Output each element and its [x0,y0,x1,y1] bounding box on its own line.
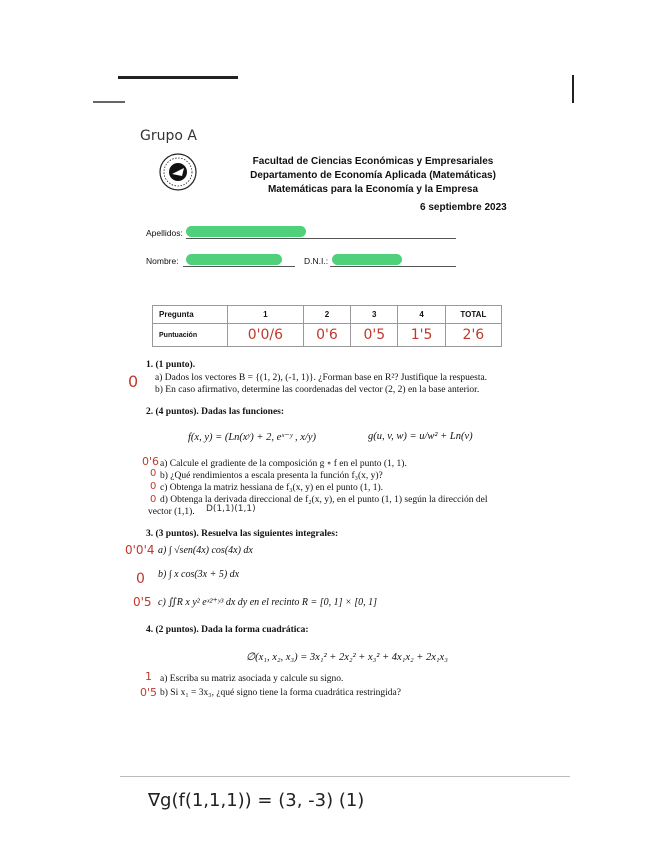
score-col-3: 3 [351,306,398,324]
faculty-title: Facultad de Ciencias Económicas y Empresariales [252,156,494,167]
q2-title: 2. (4 puntos). Dadas las funciones: [146,407,285,417]
q2-d-mark: 0 [150,494,157,505]
q3-c-mark: 0'5 [133,595,152,609]
exam-date: 6 septiembre 2023 [420,202,507,213]
q4-b-mark: 0'5 [140,686,158,699]
score-col-total: TOTAL [445,306,501,324]
score-value-4: 1'5 [398,324,445,347]
surname-redaction [186,226,306,237]
q2-function-f: f(x, y) = (Ln(xʸ) + 2, eˣ⁻ʸ , x/y) [188,432,317,443]
q4-part-a: a) Escriba su matriz asociada y calcule su signo. [160,674,344,684]
q3-a-mark: 0'0'4 [125,543,155,557]
q1-mark: 0 [128,372,139,391]
university-logo [158,152,198,192]
q3-title: 3. (3 puntos). Resuelva las siguientes integrales: [146,529,339,539]
score-row-label-points: Puntuación [153,324,228,347]
q1-part-a: a) Dados los vectores B = {(1, 2), (-1, 1)}. ¿Forman base en R²? Justifique la respuesta. [155,373,488,383]
name-line [183,266,295,267]
score-col-1: 1 [228,306,304,324]
score-value-2: 0'6 [303,324,350,347]
score-col-2: 2 [303,306,350,324]
q2-function-g: g(u, v, w) = u/w² + Ln(v) [368,431,473,442]
score-value-total: 2'6 [445,324,501,347]
q2-c-mark: 0 [150,481,157,492]
q4-a-mark: 1 [145,670,152,683]
id-line [330,266,456,267]
department-title: Departamento de Economía Aplicada (Matemáticas) [250,170,496,181]
bottom-scribble: ∇g(f(1,1,1)) = (3, -3) (1) [148,790,365,811]
q4-title: 4. (2 puntos). Dada la forma cuadrática: [146,625,309,635]
group-label: Grupo A [140,128,197,144]
course-title: Matemáticas para la Economía y la Empresa [267,184,479,195]
q2-part-b: b) ¿Qué rendimientos a escala presenta la función f₃(x, y)? [160,471,383,481]
q3-part-b: b) ∫ x cos(3x + 5) dx [158,569,240,580]
q4-part-b: b) Si x₁ = 3x₃, ¿qué signo tiene la forma cuadrática restringida? [160,688,401,698]
q4-quadratic-form: ∅(x₁, x₂, x₃) = 3x₁² + 2x₂² + x₃² + 4x₁x₂ + 2x₁x₃ [246,652,448,663]
q2-part-a: a) Calcule el gradiente de la composición g ∘ f en el punto (1, 1). [160,459,407,469]
q2-d-note: D(1,1)(1,1) [206,504,256,514]
surname-label: Apellidos: [146,228,183,238]
score-table [152,305,502,347]
q2-part-d: d) Obtenga la derivada direccional de f₂(x, y), en el punto (1, 1) según la dirección del [160,495,488,505]
q2-a-mark: 0'6 [142,455,160,468]
q3-part-a: a) ∫ √sen(4x) cos(4x) dx [158,545,253,556]
name-label: Nombre: [146,256,179,266]
q2-b-mark: 0 [150,468,157,479]
scan-left-mark [93,101,125,103]
score-value-1: 0'0/6 [228,324,304,347]
score-col-4: 4 [398,306,445,324]
surname-line [186,238,456,239]
score-row-label-question: Pregunta [153,306,228,324]
q3-b-mark: 0 [136,571,145,587]
q3-part-c: c) ∬R x y² eˣ²⁺ʸ³ dx dy en el recinto R = [0, 1] × [0, 1] [158,597,378,608]
q1-part-b: b) En caso afirmativo, determine las coordenadas del vector (2, 2) en la base anterior. [155,385,480,395]
scan-bottom-edge [120,776,570,777]
id-redaction [332,254,402,265]
scan-right-edge [572,75,574,103]
q2-part-c: c) Obtenga la matriz hessiana de f₃(x, y) en el punto (1, 1). [160,483,384,493]
q2-part-d-cont: vector (1,1). [148,507,195,517]
id-label: D.N.I.: [304,256,329,266]
score-value-3: 0'5 [351,324,398,347]
q1-title: 1. (1 punto). [146,360,196,370]
name-redaction [186,254,282,265]
scan-top-edge [118,76,238,79]
